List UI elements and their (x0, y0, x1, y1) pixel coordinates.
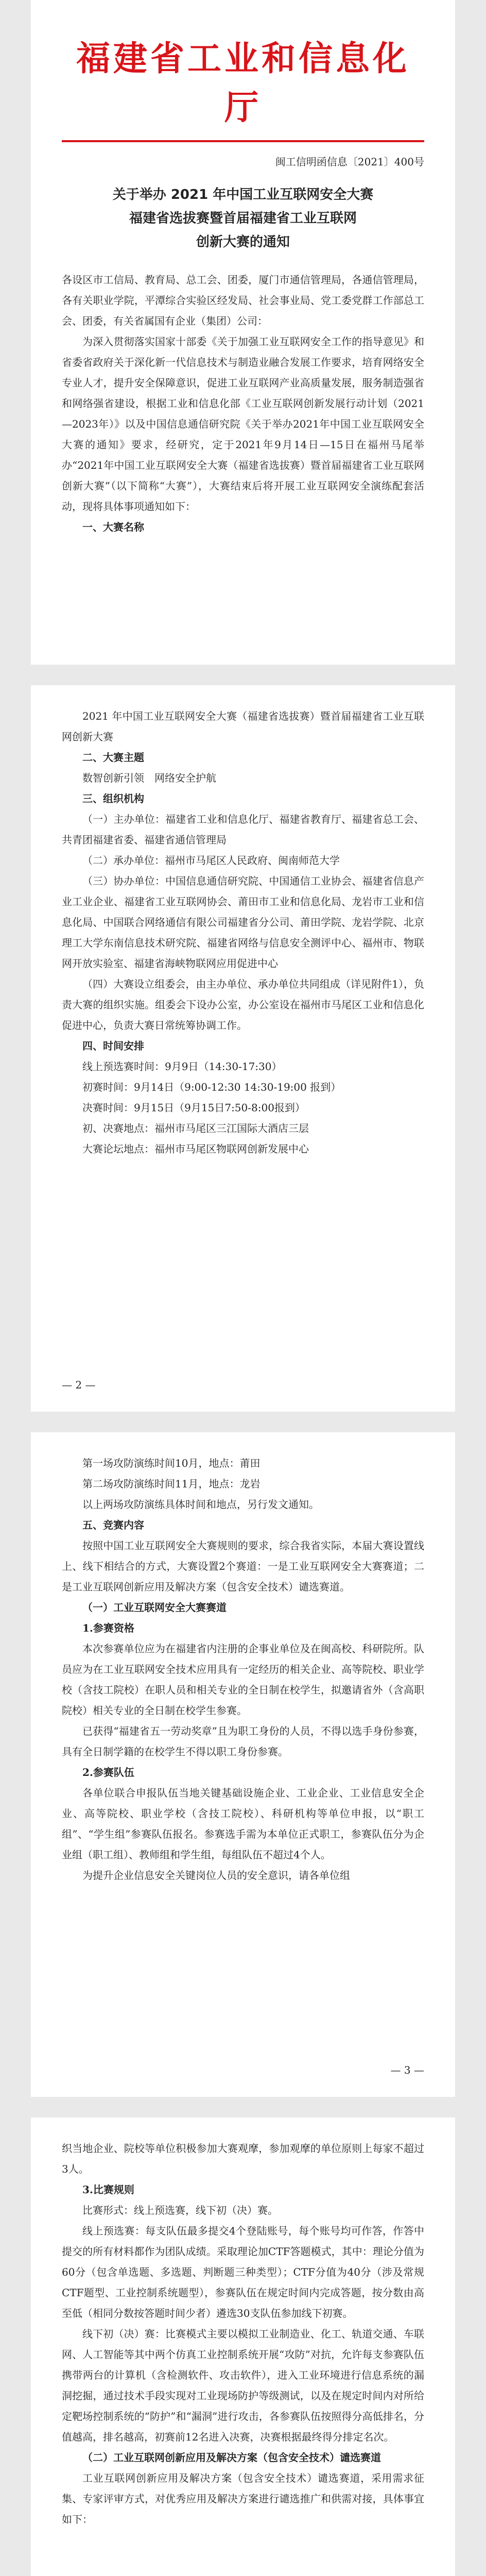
schedule-prelim: 初赛时间：9月14日（9:00-12:30 14:30-19:00 报到） (82, 1081, 341, 1093)
schedule-online: 线上预选赛时间：9月9日（14:30-17:30） (82, 1060, 282, 1073)
organizer-undertaker: （二）承办单位：福州市马尾区人民政府、闽南师范大学 (82, 854, 340, 867)
document-page-3 (31, 1432, 455, 2097)
title-line-3: 创新大赛的通知 (196, 234, 290, 250)
document-number: 闽工信明函信息〔2021〕400号 (275, 156, 424, 168)
document-page-1 (31, 0, 455, 665)
red-header-title: 福建省工业和信息化厅 (76, 39, 410, 127)
track-2-heading: （二）工业互联网创新应用及解决方案（包含安全技术）谴选赛道 (82, 2451, 381, 2464)
title-line-2: 福建省选拔赛暨首届福建省工业互联网 (129, 211, 357, 226)
rules-format: 比赛形式：线上预选赛，线下初（决）赛。 (82, 2204, 278, 2216)
eligibility-paragraph-1: 本次参赛单位应为在福建省内注册的企事业单位及在闽高校、科研院所。队员应为在工业互联网安全技术应用具有一定经历的相关企业、高等院校、职业学校（含技工院校）在职人员和相关专业的全日制在校学生，拟邀请省外（含高职院校）相关专业的全日制在校学生参赛。 (62, 1642, 424, 1717)
intro-paragraph: 为深入贯彻落实国家十部委《关于加强工业互联网安全工作的指导意见》和省委省政府关于深化新一代信息技术与制造业融合发展工作要求，培育网络安全专业人才，提升安全保障意识，促进工业互联网产业高质量发展，服务制造强省和网络强省建设，根据工业和信息化部《工业互联网创新发展行动计划（2021—2023年）》以及中国信息通信研究院《关于举办2021年中国工业互联网安全大赛的通知》要求，经研究，定于2021年9月14日—15日在福州马尾举办“2021年中国工业互联网安全大赛（福建省选拔赛）暨首届福建省工业互联网创新大赛”（以下简称“大赛”），大赛结束后将开展工业互联网安全演练配套活动，现将具体事项通知如下： (62, 335, 424, 513)
eligibility-paragraph-2: 已获得“福建省五一劳动奖章”且为职工身份的人员，不得以选手身份参赛，具有全日制学籍的在校学生不得以职工身份参赛。 (62, 1725, 424, 1758)
page-number: — 2 — (62, 1379, 96, 1391)
addressee: 各设区市工信局、教育局、总工会、团委，厦门市通信管理局，各通信管理局，各有关职业学院，平潭综合实验区经发局、社会事业局、党工委党群工作部总工会、团委，有关省属国有企业（集团）公司： (62, 274, 424, 327)
red-divider-line (62, 140, 424, 142)
eligibility-heading: 1.参赛资格 (82, 1622, 134, 1634)
section-heading-3: 三、组织机构 (82, 792, 144, 805)
organizer-committee: （四）大赛设立组委会，由主办单位、承办单位共同组成（详见附件1），负责大赛的组织实施。组委会下设办公室，办公室设在福州市马尾区工业和信息化促进中心，负责大赛日常统筹协调工作。 (62, 978, 424, 1031)
section-heading-2: 二、大赛主题 (82, 751, 144, 764)
track-1-heading: （一）工业互联网安全大赛赛道 (82, 1601, 227, 1614)
document-page-2 (31, 685, 455, 1412)
section-heading-4: 四、时间安排 (82, 1040, 144, 1052)
rules-offline: 线下初（决）赛：比赛模式主要以模拟工业制造业、化工、轨道交通、车联网、人工智能等其中两个仿真工业控制系统开展“攻防”对抗，允许每支参赛队伍携带两台的计算机（含检测软件、攻击软件），进入工业环境进行信息系统的漏洞挖掘，通过技术手段实现对工业现场防护等级测试，以及在规定时间内对所给定靶场控制系统的“防护”和“漏洞”进行攻击，各参赛队伍按照得分高低排名，分值越高，排名越高，初赛前12名进入决赛，决赛根据最终得分排定名次。 (62, 2328, 424, 2443)
schedule-venue: 初、决赛地点：福州市马尾区三江国际大酒店三层 (82, 1122, 309, 1134)
rules-heading: 3.比赛规则 (82, 2183, 134, 2196)
teams-heading: 2.参赛队伍 (82, 1766, 134, 1778)
contest-theme: 数智创新引领 网络安全护航 (82, 772, 216, 784)
schedule-final: 决赛时间：9月15日（9月15日7:50-8:00报到） (82, 1101, 305, 1114)
section-heading-1: 一、大赛名称 (82, 521, 144, 533)
content-intro: 按照中国工业互联网安全大赛规则的要求，综合我省实际，本届大赛设置线上、线下相结合的方式，大赛设置2个赛道：一是工业互联网安全大赛赛道；二是工业互联网创新应用及解决方案（包含安全技术）谴选赛道。 (62, 1539, 424, 1593)
organizer-co-host: （三）协办单位：中国信息通信研究院、中国通信工业协会、福建省信息产业工业企业、福建省工业互联网协会、莆田市工业和信息化局、龙岩市工业和信息化局、中国联合网络通信有限公司福建省分公司、莆田学院、龙岩学院、北京理工大学东南信息技术研究院、福建省网络与信息安全测评中心、福州市、物联网开放实验室、福建省海峡物联网应用促进中心 (62, 875, 424, 970)
title-line-1: 关于举办 2021 年中国工业互联网安全大赛 (112, 187, 374, 202)
document-title (62, 183, 424, 254)
page-number: — 3 — (390, 2064, 424, 2076)
forum-venue: 大赛论坛地点：福州市马尾区物联网创新发展中心 (82, 1143, 309, 1155)
drill-2: 第二场攻防演练时间11月，地点：龙岩 (82, 1478, 261, 1490)
organizer-host: （一）主办单位：福建省工业和信息化厅、福建省教育厅、福建省总工会、共青团福建省委、福建省通信管理局 (62, 813, 424, 846)
document-page-4 (31, 2117, 455, 2576)
rules-online: 线上预选赛：每支队伍最多提交4个登陆账号，每个账号均可作答，作答中提交的所有材料都作为团队成绩。采取理论加CTF答题模式，其中：理论分值为60分（包含单选题、多选题、判断题三种类型）；CTF分值为40分（涉及常规CTF题型、工业控制系统题型），参赛队伍在规定时间内完成答题，按分数由高至低（相同分数按答题时间少者）遴选30支队伍参加线下初赛。 (62, 2225, 424, 2319)
track-2-paragraph: 工业互联网创新应用及解决方案（包含安全技术）谴选赛道，采用需求征集、专家评审方式，对优秀应用及解决方案进行谴选推广和供需对接，具体事宜如下： (62, 2472, 424, 2526)
teams-paragraph-3: 织当地企业、院校等单位积极参加大赛观摩，参加观摩的单位原则上每家不超过3人。 (62, 2142, 424, 2175)
teams-paragraph-1: 各单位联合申报队伍当地关键基础设施企业、工业企业、工业信息安全企业、高等院校、职业学校（含技工院校）、科研机构等单位申报，以“职工组”、“学生组”参赛队伍报名。参赛选手需为本单位正式职工，参赛队伍分为企业组（职工组）、教师组和学生组，每组队伍不超过4个人。 (62, 1787, 424, 1861)
contest-name: 2021 年中国工业互联网安全大赛（福建省选拔赛）暨首届福建省工业互联网创新大赛 (62, 710, 424, 743)
teams-paragraph-2: 为提升企业信息安全关键岗位人员的安全意识，请各单位组 (82, 1869, 350, 1882)
drill-note: 以上两场攻防演练具体时间和地点，另行发文通知。 (82, 1498, 319, 1511)
drill-1: 第一场攻防演练时间10月，地点：莆田 (82, 1457, 261, 1469)
section-heading-5: 五、竞赛内容 (82, 1519, 144, 1531)
